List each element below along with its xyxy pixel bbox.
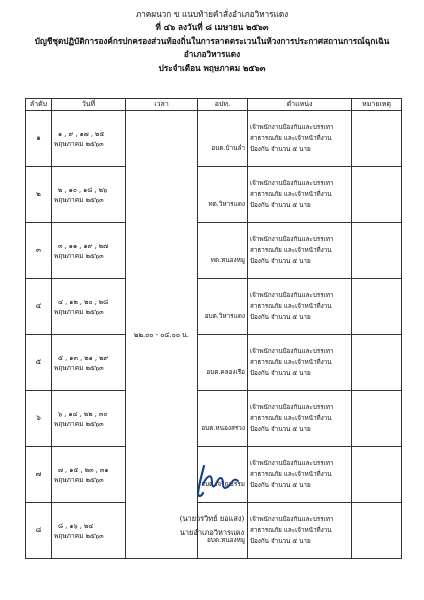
table-header-row [26, 99, 402, 111]
row-dates: ๑ , ๙ , ๑๗ , ๒๕ [58, 129, 105, 138]
position-line-1: เจ้าพนักงานป้องกันและบรรเทา [250, 124, 334, 131]
col-header-date: วันที่ [52, 99, 126, 111]
row-dates: ๘ , ๑๖ , ๒๔ [58, 521, 94, 530]
col-header-position: ตำแหน่ง [248, 99, 352, 111]
row-number: ๕ [26, 335, 52, 391]
row-month: พฤษภาคม ๒๕๖๓ [54, 475, 104, 484]
handwritten-signature [190, 460, 242, 500]
row-dates: ๗ , ๑๕ , ๒๓ , ๓๑ [58, 465, 109, 474]
row-dates-cell [52, 391, 126, 447]
row-number: ๒ [26, 167, 52, 223]
signatory-title: นายอำเภอวิหารแดง [179, 527, 245, 537]
position-line-3: ป้องกัน จำนวน ๕ นาย [250, 146, 311, 153]
table-row [26, 223, 402, 279]
row-remark [352, 279, 402, 335]
row-unit: อบต.หนองสรวง [198, 391, 248, 447]
col-header-unit: อปท. [198, 99, 248, 111]
position-line-3: ป้องกัน จำนวน ๕ นาย [250, 314, 311, 321]
signatory-block [0, 512, 424, 539]
signatory-name: (นายวรวิทย์ ยอแสง) [179, 514, 245, 523]
position-line-3: ป้องกัน จำนวน ๕ นาย [250, 426, 311, 433]
table-row [26, 279, 402, 335]
position-line-2: สาธารณภัย และเจ้าหน้าที่งาน [250, 303, 332, 310]
position-line-2: สาธารณภัย และเจ้าหน้าที่งาน [250, 527, 332, 534]
row-unit: อบต.บ้านลำ [198, 111, 248, 167]
annex-title: ภาคผนวก ข แนบท้ายคำสั่งอำเภอวิหารแดง [135, 9, 289, 19]
position-line-1: เจ้าพนักงานป้องกันและบรรเทา [250, 236, 334, 243]
row-month: พฤษภาคม ๒๕๖๓ [54, 419, 104, 428]
table-row [26, 111, 402, 167]
row-number: ๗ [26, 447, 52, 503]
row-number: ๔ [26, 279, 52, 335]
row-dates-cell [52, 447, 126, 503]
row-month: พฤษภาคม ๒๕๖๓ [54, 363, 104, 372]
table-row [26, 167, 402, 223]
row-position [248, 335, 352, 391]
row-dates: ๖ , ๑๔ , ๒๒ , ๓๐ [58, 409, 108, 418]
col-header-no: ลำดับ [26, 99, 52, 111]
row-dates: ๓ , ๑๑ , ๑๙ , ๒๗ [58, 241, 109, 250]
col-header-remark: หมายเหตุ [352, 99, 402, 111]
col-header-time: เวลา [126, 99, 198, 111]
position-line-2: สาธารณภัย และเจ้าหน้าที่งาน [250, 415, 332, 422]
position-line-1: เจ้าพนักงานป้องกันและบรรเทา [250, 404, 334, 411]
position-line-2: สาธารณภัย และเจ้าหน้าที่งาน [250, 247, 332, 254]
row-position [248, 111, 352, 167]
row-dates-cell [52, 111, 126, 167]
position-line-3: ป้องกัน จำนวน ๕ นาย [250, 538, 311, 545]
position-line-1: เจ้าพนักงานป้องกันและบรรเทา [250, 348, 334, 355]
position-line-3: ป้องกัน จำนวน ๕ นาย [250, 482, 311, 489]
row-remark [352, 111, 402, 167]
position-line-3: ป้องกัน จำนวน ๕ นาย [250, 258, 311, 265]
position-line-1: เจ้าพนักงานป้องกันและบรรเทา [250, 292, 334, 299]
table-row [26, 335, 402, 391]
row-unit: ทต.วิหารแดง [198, 167, 248, 223]
row-number: ๓ [26, 223, 52, 279]
row-position [248, 167, 352, 223]
position-line-2: สาธารณภัย และเจ้าหน้าที่งาน [250, 471, 332, 478]
row-remark [352, 167, 402, 223]
row-remark [352, 391, 402, 447]
row-remark [352, 335, 402, 391]
row-dates: ๔ , ๑๒ , ๒๐ , ๒๘ [58, 297, 109, 306]
row-month: พฤษภาคม ๒๕๖๓ [54, 251, 104, 260]
row-position [248, 223, 352, 279]
position-line-1: เจ้าพนักงานป้องกันและบรรเทา [250, 460, 334, 467]
row-unit: อบต.วิหารแดง [198, 279, 248, 335]
row-dates-cell [52, 223, 126, 279]
roster-title: บัญชีชุดปฏิบัติการองค์กรปกครองส่วนท้องถิ่นในการลาดตระเวนในห้วงการประกาศสถานการณ์ฉุกเฉิน [34, 35, 390, 46]
district-name: อำเภอวิหารแดง [183, 49, 241, 60]
document-header [0, 8, 424, 75]
row-dates: ๒ , ๑๐ , ๑๘ , ๒๖ [58, 185, 108, 194]
row-dates-cell [52, 167, 126, 223]
position-line-2: สาธารณภัย และเจ้าหน้าที่งาน [250, 359, 332, 366]
order-reference: ที่ ๔๖ ลงวันที่ ๘ เมษายน ๒๕๖๓ [155, 22, 269, 33]
position-line-1: เจ้าพนักงานป้องกันและบรรเทา [250, 516, 334, 523]
table-row [26, 391, 402, 447]
row-number: ๘ [26, 503, 52, 559]
row-month: พฤษภาคม ๒๕๖๓ [54, 195, 104, 204]
row-remark [352, 223, 402, 279]
row-dates-cell [52, 279, 126, 335]
row-remark [352, 447, 402, 503]
roster-month: ประจำเดือน พฤษภาคม ๒๕๖๓ [158, 62, 266, 73]
position-line-1: เจ้าพนักงานป้องกันและบรรเทา [250, 180, 334, 187]
row-position [248, 391, 352, 447]
row-month: พฤษภาคม ๒๕๖๓ [54, 307, 104, 316]
row-unit: อบต.คลองเรือ [198, 335, 248, 391]
patrol-time: ๒๒.๐๐ - ๐๔.๐๐ น. [126, 111, 198, 559]
row-number: ๑ [26, 111, 52, 167]
row-dates-cell [52, 335, 126, 391]
position-line-2: สาธารณภัย และเจ้าหน้าที่งาน [250, 191, 332, 198]
row-number: ๖ [26, 391, 52, 447]
row-unit: ทต.หนองหมู [198, 223, 248, 279]
row-dates: ๕ , ๑๓ , ๒๑ , ๒๙ [58, 353, 109, 362]
row-position [248, 447, 352, 503]
row-month: พฤษภาคม ๒๕๖๓ [54, 531, 104, 540]
row-position [248, 279, 352, 335]
position-line-2: สาธารณภัย และเจ้าหน้าที่งาน [250, 135, 332, 142]
row-unit: อบต.เจริญธรรม [198, 447, 248, 503]
row-unit: อบต.หนองหมู [198, 503, 248, 559]
row-month: พฤษภาคม ๒๕๖๓ [54, 139, 104, 148]
position-line-3: ป้องกัน จำนวน ๕ นาย [250, 202, 311, 209]
position-line-3: ป้องกัน จำนวน ๕ นาย [250, 370, 311, 377]
